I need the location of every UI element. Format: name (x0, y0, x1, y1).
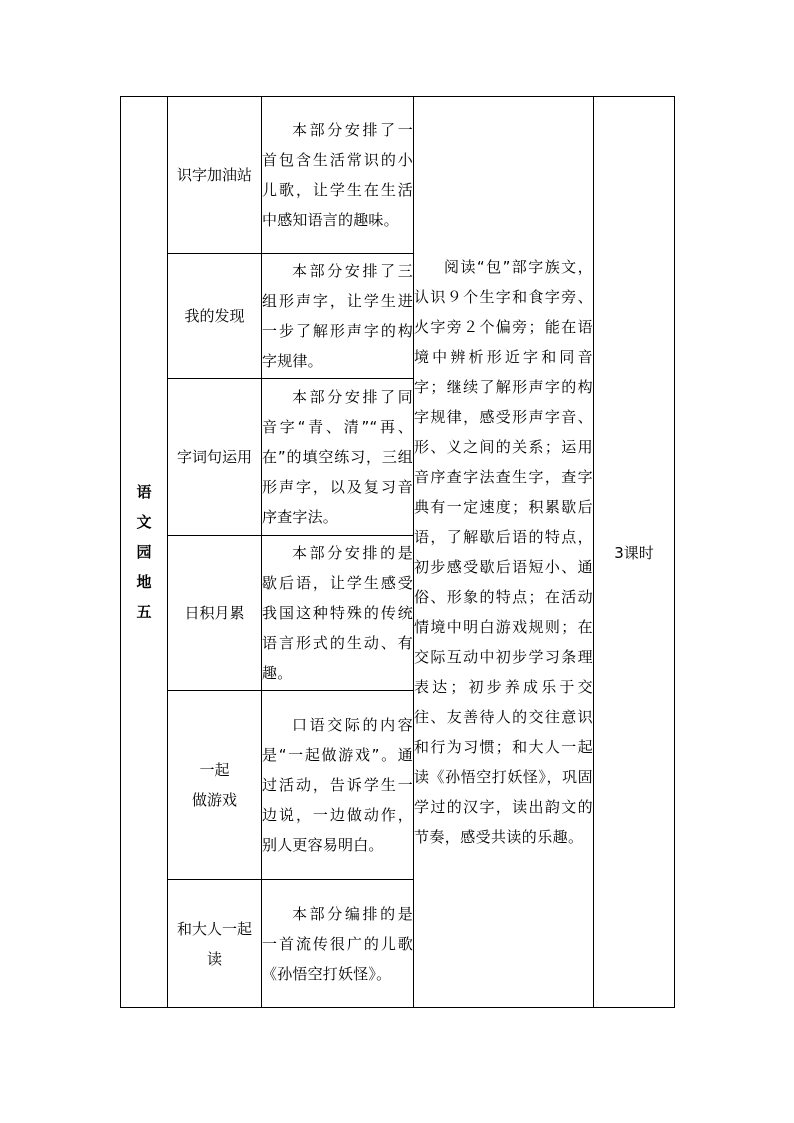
unit-title-char: 园 (136, 543, 152, 561)
section-name: 字词句运用 (168, 379, 262, 536)
section-description: 本部分安排了同音字“青、清”“再、在”的填空练习，三组形声字，以及复习音序查字法。 (262, 379, 414, 536)
section-description: 本部分编排的是一首流传很广的儿歌《孙悟空打妖怪》。 (262, 880, 414, 1008)
unit-title-char: 地 (136, 573, 152, 591)
unit-title-char: 语 (136, 483, 152, 501)
section-name: 识字加油站 (168, 97, 262, 254)
table-row (121, 97, 675, 254)
unit-goals: 阅读“包”部字族文，认识９个生字和食字旁、火字旁２个偏旁；能在语境中辨析形近字和同音字；继续了解形声字的构字规律，感受形声字音、形、义之间的关系；运用音序查字法查生字，查字典有一定速度；积累歇后语，了解歇后语的特点，初步感受歇后语短小、通俗、形象的特点；在活动情境中明白游戏规则；在交际互动中初步学习条理表达；初步养成乐于交往、友善待人的交往意识和行为习惯；和大人一起读《孙悟空打妖怪》，巩固学过的汉字，读出韵文的节奏，感受共读的乐趣。 (414, 97, 594, 1008)
class-hours: 3课时 (594, 97, 675, 1008)
section-name: 和大人一起 读 (168, 880, 262, 1008)
section-description: 口语交际的内容是“一起做游戏”。通过活动，告诉学生一边说，一边做动作，别人更容易明白。 (262, 691, 414, 880)
section-description: 本部分安排了一首包含生活常识的小儿歌，让学生在生活中感知语言的趣味。 (262, 97, 414, 254)
section-description: 本部分安排的是歇后语，让学生感受我国这种特殊的传统语言形式的生动、有趣。 (262, 536, 414, 691)
unit-title-char: 五 (136, 603, 152, 621)
section-name: 一起 做游戏 (168, 691, 262, 880)
unit-title-char: 文 (136, 513, 152, 531)
section-description: 本部分安排了三组形声字，让学生进一步了解形声字的构字规律。 (262, 254, 414, 379)
section-name: 我的发现 (168, 254, 262, 379)
lesson-plan-table (120, 96, 675, 1008)
section-name: 日积月累 (168, 536, 262, 691)
unit-title (121, 97, 168, 1008)
